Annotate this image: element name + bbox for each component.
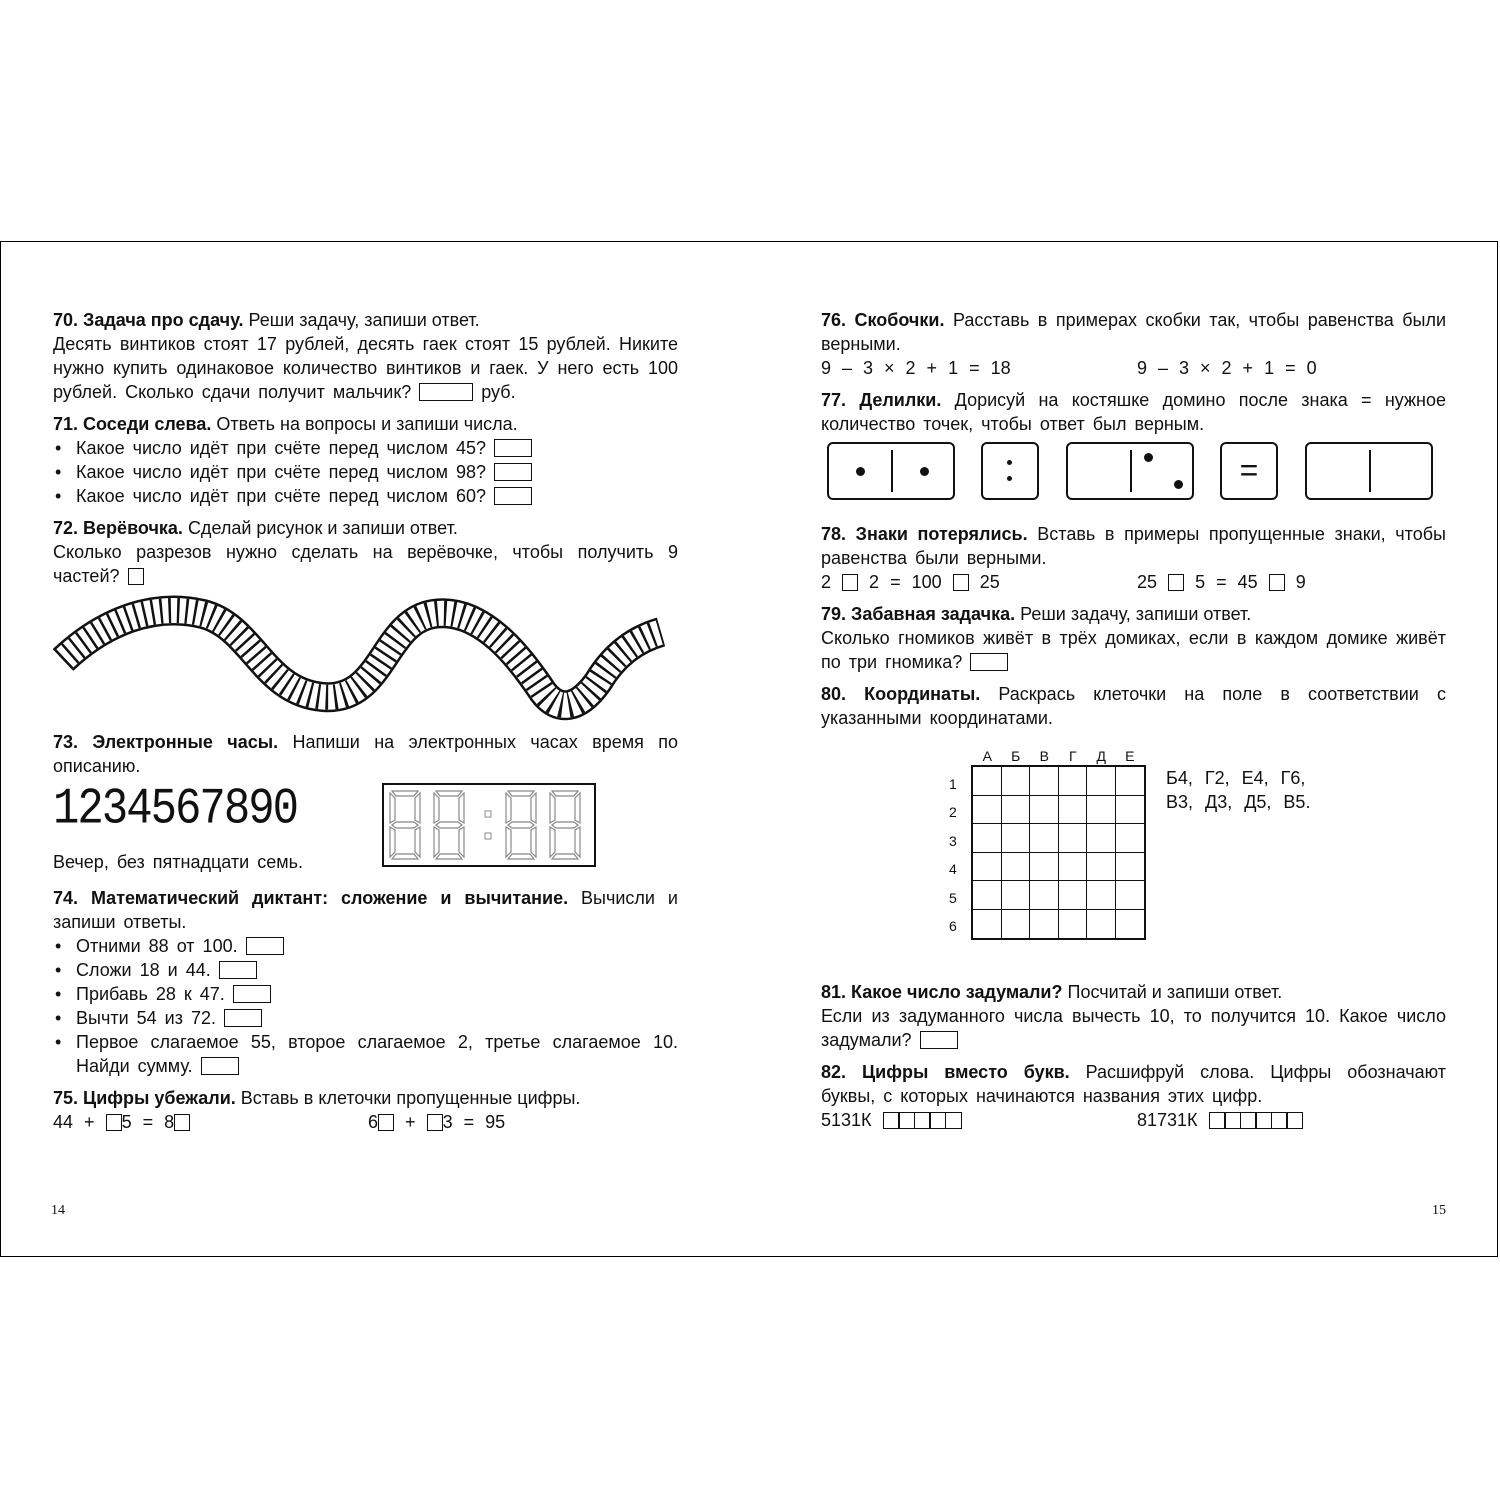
task-text: Сколько гномиков живёт в трёх домиках, если в каждом домике живёт по три гномика? <box>821 628 1446 672</box>
sign-box[interactable] <box>953 574 969 591</box>
domino-tile-2 <box>1066 442 1194 500</box>
grid-cell[interactable] <box>1116 910 1145 939</box>
task-76 <box>821 308 1446 380</box>
answer-box[interactable] <box>128 568 144 585</box>
task-title: Забавная задачка. <box>851 604 1016 624</box>
cipher-1: 5131К <box>821 1108 1137 1135</box>
grid-cell[interactable] <box>1087 910 1116 939</box>
grid-cell[interactable] <box>1002 796 1031 825</box>
answer-box[interactable] <box>970 653 1008 671</box>
equation-2: 6 + 3 = 95 <box>368 1112 506 1132</box>
task-number: 74. <box>53 888 79 908</box>
task-number: 75. <box>53 1088 79 1108</box>
task-number: 82. <box>821 1062 847 1082</box>
coordinates-list: Б4, Г2, Е4, Г6, В3, Д3, Д5, В5. <box>1166 768 1311 812</box>
grid-cell[interactable] <box>1087 853 1116 882</box>
rope-illustration <box>53 592 678 722</box>
task-70 <box>53 308 678 404</box>
sample-digits: 1234567890 <box>53 781 298 839</box>
page-number-left: 14 <box>51 1203 65 1218</box>
grid-cell[interactable] <box>1087 881 1116 910</box>
task-number: 78. <box>821 524 847 544</box>
cipher-row <box>821 1108 1446 1135</box>
equations-row <box>821 570 1446 594</box>
task-77-header <box>821 388 1446 436</box>
grid-cell[interactable] <box>973 910 1002 939</box>
grid-cell[interactable] <box>1116 796 1145 825</box>
task-73-header <box>53 730 678 778</box>
dictation-list <box>53 934 678 1078</box>
task-title: Координаты. <box>864 684 981 704</box>
grid-cell[interactable] <box>973 853 1002 882</box>
task-instruction: Вычисли и запиши ответы. <box>53 888 678 932</box>
grid-cell[interactable] <box>973 881 1002 910</box>
answer-box[interactable] <box>920 1031 958 1049</box>
task-number: 70. <box>53 310 79 330</box>
task-78 <box>821 522 1446 594</box>
task-title: Соседи слева. <box>83 414 212 434</box>
domino-dot <box>856 467 865 476</box>
task-81 <box>821 980 1446 1052</box>
grid-cell[interactable] <box>1087 767 1116 796</box>
sign-box[interactable] <box>1269 574 1285 591</box>
equation-2: 25 5 = 45 9 <box>1137 572 1306 592</box>
column-label: Г <box>1068 748 1077 764</box>
answer-box[interactable] <box>494 463 532 481</box>
task-72 <box>53 516 678 722</box>
grid-cell[interactable] <box>1002 910 1031 939</box>
clock-area <box>53 781 678 878</box>
digit-box[interactable] <box>378 1114 394 1131</box>
task-title: Верёвочка. <box>83 518 183 538</box>
letter-boxes[interactable] <box>1209 1111 1302 1135</box>
domino-dot <box>1144 453 1153 462</box>
right-page <box>821 308 1446 1143</box>
grid-cell[interactable] <box>973 767 1002 796</box>
grid-cell[interactable] <box>1030 853 1059 882</box>
sign-box[interactable] <box>1168 574 1184 591</box>
domino-dot <box>1174 480 1183 489</box>
grid-cell[interactable] <box>1030 796 1059 825</box>
answer-box[interactable] <box>201 1057 239 1075</box>
column-label: Б <box>1011 748 1021 764</box>
task-title: Какое число задумали? <box>851 982 1063 1002</box>
task-instruction: Посчитай и запиши ответ. <box>1067 982 1283 1002</box>
task-instruction: Вставь в клеточки пропущенные цифры. <box>240 1088 581 1108</box>
task-81-header <box>821 980 1446 1004</box>
equation-1: 2 2 = 100 25 <box>821 572 1000 592</box>
task-81-text <box>821 1004 1446 1052</box>
digit-box[interactable] <box>427 1114 443 1131</box>
task-71 <box>53 412 678 508</box>
equation-1: 9 – 3 × 2 + 1 = 18 <box>821 358 1011 378</box>
task-number: 80. <box>821 684 847 704</box>
grid-cell[interactable] <box>1116 853 1145 882</box>
task-number: 72. <box>53 518 79 538</box>
domino-tile-1 <box>827 442 955 500</box>
time-description: Вечер, без пятнадцати семь. <box>53 852 303 872</box>
sign-box[interactable] <box>842 574 858 591</box>
grid-cell[interactable] <box>1002 824 1031 853</box>
grid-cell[interactable] <box>1030 767 1059 796</box>
task-number: 73. <box>53 732 79 752</box>
task-title: Делилки. <box>859 390 942 410</box>
clock-segments-icon <box>384 785 593 864</box>
grid-cell[interactable] <box>1059 910 1088 939</box>
task-text: Сколько разрезов нужно сделать на верёвочке, чтобы получить 9 частей? <box>53 542 678 586</box>
task-text: Если из задуманного числа вычесть 10, то получится 10. Какое число задумали? <box>821 1006 1446 1050</box>
digit-box[interactable] <box>174 1114 190 1131</box>
answer-box[interactable] <box>494 439 532 457</box>
equation-1: 44 + 5 = 8 <box>53 1110 368 1134</box>
task-instruction: Дорисуй на костяшке домино после знака = нужное количество точек, чтобы ответ был верным. <box>821 390 1446 434</box>
task-80-header <box>821 682 1446 730</box>
task-instruction: Раскрась клеточки на поле в соответствии с указанными координатами. <box>821 684 1446 728</box>
task-text: Десять винтиков стоят 17 рублей, десять гаек стоят 15 рублей. Никите нужно купить одинаковое количество винтиков и гаек. У него есть 100 рублей. Сколько сдачи получит мальчик? <box>53 334 678 402</box>
page-number-right: 15 <box>1432 1203 1446 1218</box>
question-list <box>53 436 678 508</box>
task-title: Цифры вместо букв. <box>861 1062 1070 1082</box>
column-label: А <box>982 748 992 764</box>
task-title: Математический диктант: сложение и вычитание. <box>90 888 569 908</box>
domino-tile-answer[interactable] <box>1305 442 1433 500</box>
grid-cell[interactable] <box>1116 824 1145 853</box>
list-item: • Первое слагаемое 55, второе слагаемое 2, третье слагаемое 10. Найди сумму. <box>53 1030 678 1078</box>
row-label: 3 <box>949 833 957 849</box>
grid-cell[interactable] <box>1059 881 1088 910</box>
electronic-clock[interactable] <box>382 783 596 867</box>
column-label: Д <box>1096 748 1106 764</box>
answer-box[interactable] <box>246 937 284 955</box>
task-78-header <box>821 522 1446 570</box>
task-75-header <box>53 1086 678 1110</box>
rope-icon <box>53 592 678 722</box>
task-79 <box>821 602 1446 674</box>
task-82-header <box>821 1060 1446 1108</box>
grid-cell[interactable] <box>1030 910 1059 939</box>
row-label: 4 <box>949 861 957 877</box>
task-79-text <box>821 626 1446 674</box>
task-title: Цифры убежали. <box>83 1088 236 1108</box>
task-instruction: Напиши на электронных часах время по описанию. <box>53 732 678 776</box>
grid-cell[interactable] <box>1087 796 1116 825</box>
task-70-text <box>53 332 678 404</box>
task-instruction: Реши задачу, запиши ответ. <box>1020 604 1252 624</box>
equals-sign-icon: = <box>1220 442 1278 500</box>
equation-2: 9 – 3 × 2 + 1 = 0 <box>1137 358 1317 378</box>
division-sign-icon <box>981 442 1039 500</box>
row-label: 2 <box>949 804 957 820</box>
cipher-2: 81731К <box>1137 1108 1302 1135</box>
grid-cell[interactable] <box>1002 853 1031 882</box>
answer-box[interactable] <box>233 985 271 1003</box>
list-item: • Какое число идёт при счёте перед числом 60? <box>53 484 678 508</box>
task-71-header <box>53 412 678 436</box>
task-title: Электронные часы. <box>92 732 279 752</box>
task-instruction: Расставь в примерах скобки так, чтобы равенства были верными. <box>821 310 1446 354</box>
list-item: • Отними 88 от 100. <box>53 934 678 958</box>
task-80 <box>821 682 1446 972</box>
task-74 <box>53 886 678 1078</box>
answer-box[interactable] <box>419 383 473 401</box>
task-82 <box>821 1060 1446 1135</box>
list-item: • Какое число идёт при счёте перед числом 98? <box>53 460 678 484</box>
grid-cell[interactable] <box>1002 767 1031 796</box>
task-instruction: Сделай рисунок и запиши ответ. <box>187 518 458 538</box>
coordinate-field <box>821 736 1446 972</box>
column-label: Е <box>1125 748 1135 764</box>
domino-dot <box>920 467 929 476</box>
list-item: • Прибавь 28 к 47. <box>53 982 678 1006</box>
task-76-header <box>821 308 1446 356</box>
grid-cell[interactable] <box>1030 824 1059 853</box>
row-label: 6 <box>949 918 957 934</box>
task-70-header <box>53 308 678 332</box>
list-item: • Сложи 18 и 44. <box>53 958 678 982</box>
task-number: 76. <box>821 310 847 330</box>
grid-cell[interactable] <box>1059 824 1088 853</box>
answer-box[interactable] <box>494 487 532 505</box>
digit-box[interactable] <box>106 1114 122 1131</box>
list-item: • Вычти 54 из 72. <box>53 1006 678 1030</box>
left-page <box>53 308 678 1142</box>
answer-box[interactable] <box>224 1009 262 1027</box>
task-instruction: Расшифруй слова. Цифры обозначают буквы, с которых начинаются названия этих цифр. <box>821 1062 1446 1106</box>
row-label: 1 <box>949 776 957 792</box>
task-number: 71. <box>53 414 79 434</box>
task-title: Скобочки. <box>854 310 945 330</box>
task-75 <box>53 1086 678 1134</box>
task-instruction: Реши задачу, запиши ответ. <box>248 310 480 330</box>
task-77 <box>821 388 1446 514</box>
task-79-header <box>821 602 1446 626</box>
task-72-text <box>53 540 678 588</box>
letter-boxes[interactable] <box>883 1111 961 1135</box>
grid-cell[interactable] <box>1059 767 1088 796</box>
row-label: 5 <box>949 890 957 906</box>
answer-box[interactable] <box>219 961 257 979</box>
task-title: Задача про сдачу. <box>83 310 244 330</box>
task-instruction: Вставь в примеры пропущенные знаки, чтобы равенства были верными. <box>821 524 1446 568</box>
grid-cell[interactable] <box>973 796 1002 825</box>
equations-row <box>53 1110 678 1134</box>
column-label: В <box>1039 748 1049 764</box>
unit-label: руб. <box>481 382 516 402</box>
task-instruction: Ответь на вопросы и запиши числа. <box>216 414 518 434</box>
grid-cell[interactable] <box>1002 881 1031 910</box>
task-number: 77. <box>821 390 847 410</box>
grid-cell[interactable] <box>1116 767 1145 796</box>
task-title: Знаки потерялись. <box>855 524 1028 544</box>
task-72-header <box>53 516 678 540</box>
coloring-grid[interactable] <box>971 765 1146 940</box>
grid-cell[interactable] <box>1059 796 1088 825</box>
task-number: 79. <box>821 604 847 624</box>
grid-cell[interactable] <box>1059 853 1088 882</box>
grid-cell[interactable] <box>1087 824 1116 853</box>
list-item: • Какое число идёт при счёте перед числом 45? <box>53 436 678 460</box>
domino-row <box>821 442 1446 514</box>
task-number: 81. <box>821 982 847 1002</box>
equations-row <box>821 356 1446 380</box>
grid-cell[interactable] <box>973 824 1002 853</box>
grid-cell[interactable] <box>1116 881 1145 910</box>
task-73 <box>53 730 678 878</box>
task-74-header <box>53 886 678 934</box>
grid-cell[interactable] <box>1030 881 1059 910</box>
